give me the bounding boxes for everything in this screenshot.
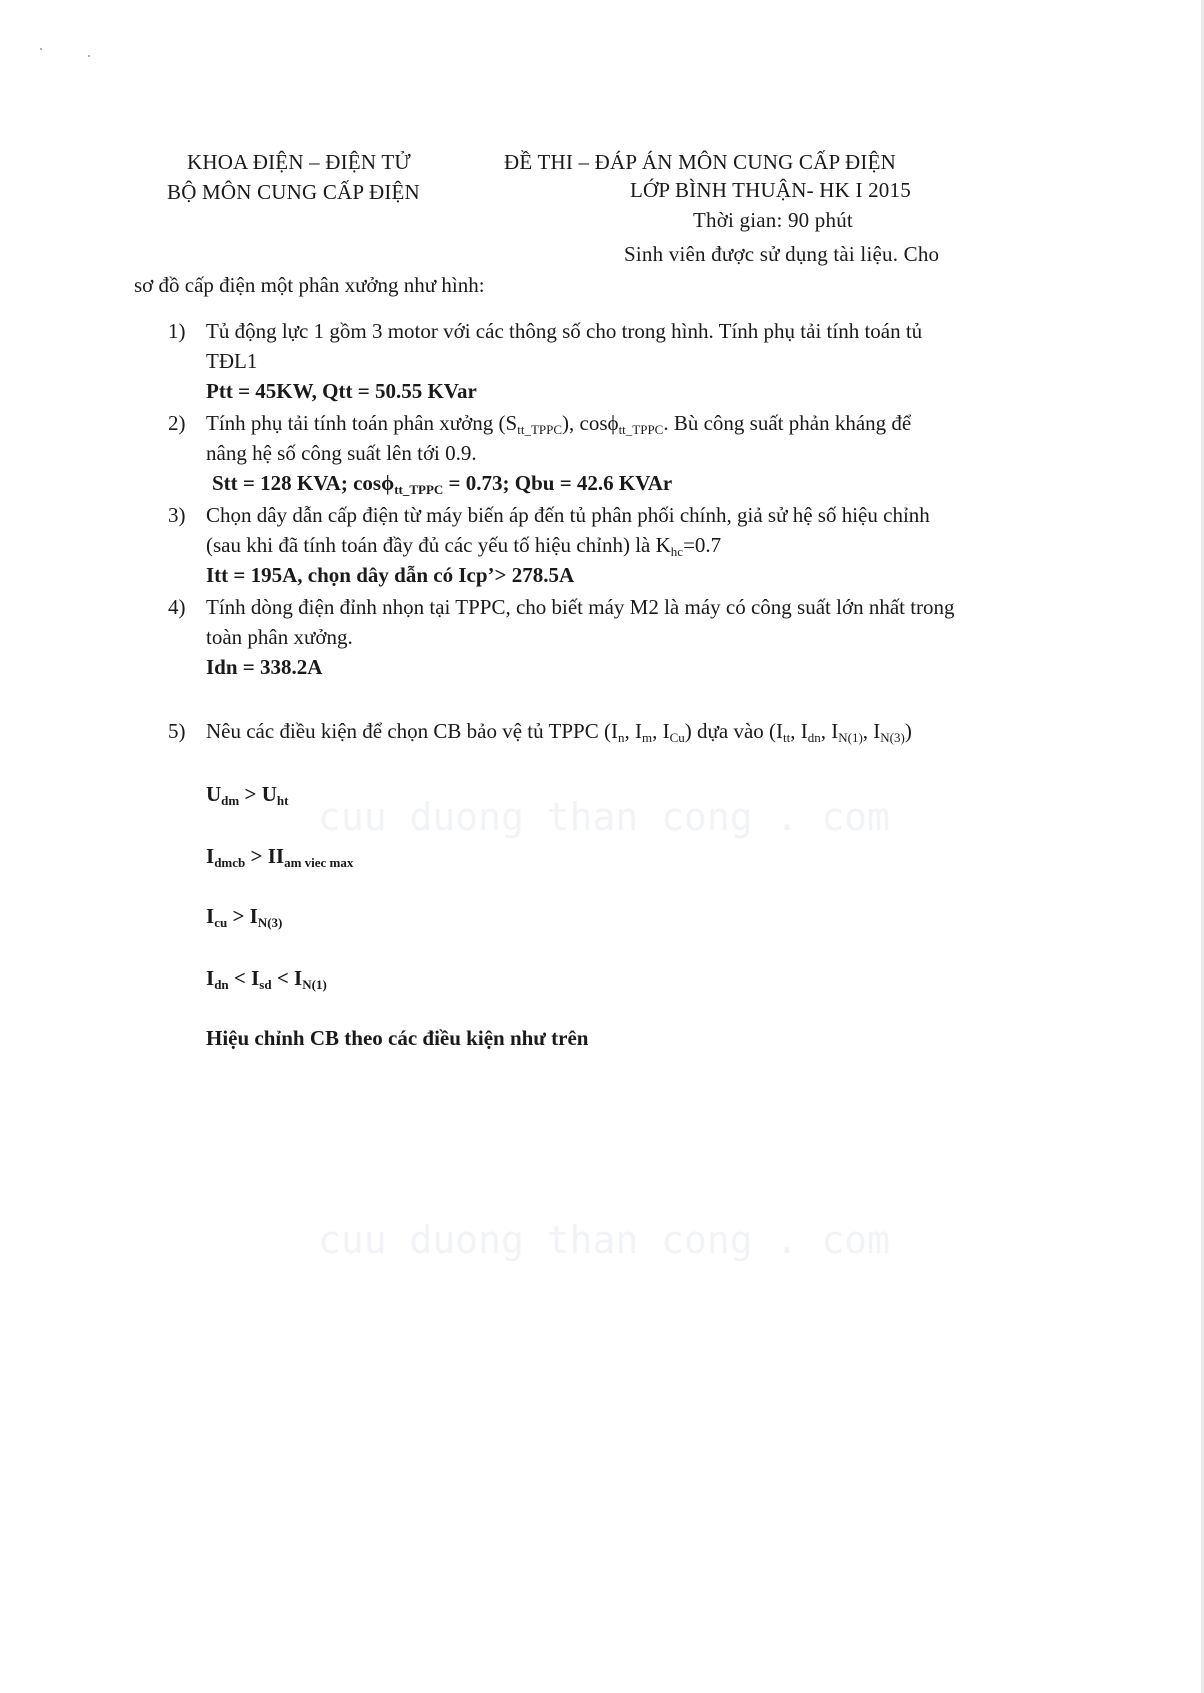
question-number: 2) — [168, 411, 186, 435]
question-number: 1) — [168, 319, 186, 343]
intro-text: sơ đồ cấp điện một phân xưởng như hình: — [134, 273, 485, 297]
question-number: 3) — [168, 503, 186, 527]
question-4 — [168, 592, 1068, 682]
exam-duration: Thời gian: 90 phút — [693, 208, 853, 232]
closing-remark: Hiệu chỉnh CB theo các điều kiện như trên — [206, 1026, 589, 1050]
question-3 — [168, 500, 1068, 590]
question-text-cont: (sau khi đã tính toán đầy đủ các yếu tố hiệu chỉnh) là $K_{hc}=0.7$ — [206, 533, 722, 559]
class-name: LỚP BÌNH THUẬN- HK I 2015 — [630, 178, 911, 202]
question-text: Tính phụ tải tính toán phân xưởng $(S_{tt\_TPPC})$, cosϕ$_{tt\_TPPC}$. Bù công suất phản kháng để — [206, 411, 912, 437]
answer-text: Stt = 128 KVA; cosϕ$_{tt\_TPPC}$ = 0.73; Qbu = 42.6 KVAr — [212, 471, 673, 497]
condition-trip-setting: $I_{dn} < I_{sd} < I_{N(1)}$ — [206, 966, 327, 992]
question-text: Tính dòng điện đỉnh nhọn tại TPPC, cho biết máy M2 là máy có công suất lớn nhất trong — [206, 595, 955, 619]
exam-note: Sinh viên được sử dụng tài liệu. Cho — [624, 242, 940, 266]
question-number: 5) — [168, 719, 186, 743]
question-2 — [168, 408, 1068, 498]
question-text: Chọn dây dẫn cấp điện từ máy biến áp đến tủ phân phối chính, giả sử hệ số hiệu chỉnh — [206, 503, 930, 527]
faculty-name: KHOA ĐIỆN – ĐIỆN TỬ — [187, 150, 411, 174]
scan-speck — [40, 48, 42, 50]
watermark-text: cuu duong than cong . com — [318, 795, 890, 839]
answer-text: Itt = 195A, chọn dây dẫn có Icp’> 278.5A — [206, 563, 575, 587]
condition-current: $I_{dmcb} > II_{am viec max}$ — [206, 844, 354, 870]
answer-text: Idn = 338.2A — [206, 655, 323, 679]
question-5 — [168, 716, 1068, 746]
department-name: BỘ MÔN CUNG CẤP ĐIỆN — [167, 180, 420, 204]
question-text: Tủ động lực 1 gồm 3 motor với các thông số cho trong hình. Tính phụ tải tính toán tủ — [206, 319, 923, 343]
answer-text: Ptt = 45KW, Qtt = 50.55 KVar — [206, 379, 477, 403]
question-number: 4) — [168, 595, 186, 619]
watermark-text: cuu duong than cong . com — [318, 1218, 890, 1262]
condition-voltage: $U_{dm} > U_{ht}$ — [206, 782, 289, 808]
question-1 — [168, 316, 1068, 406]
exam-title: ĐỀ THI – ĐÁP ÁN MÔN CUNG CẤP ĐIỆN — [504, 150, 896, 174]
scan-speck — [88, 55, 90, 57]
question-text-cont: nâng hệ số công suất lên tới 0.9. — [206, 441, 477, 465]
question-text: Nêu các điều kiện để chọn CB bảo vệ tủ TPPC ($I_n$, $I_m$, $I_{Cu}$) dựa vào ($I_{tt}$, $I_{dn}$, $I_{N(1)}$, $I_{N(3)}$) — [206, 719, 912, 745]
question-text-cont: TĐL1 — [206, 349, 258, 373]
question-text-cont: toàn phân xưởng. — [206, 625, 353, 649]
condition-breaking-capacity: $I_{cu} > I_{N(3)}$ — [206, 904, 283, 930]
